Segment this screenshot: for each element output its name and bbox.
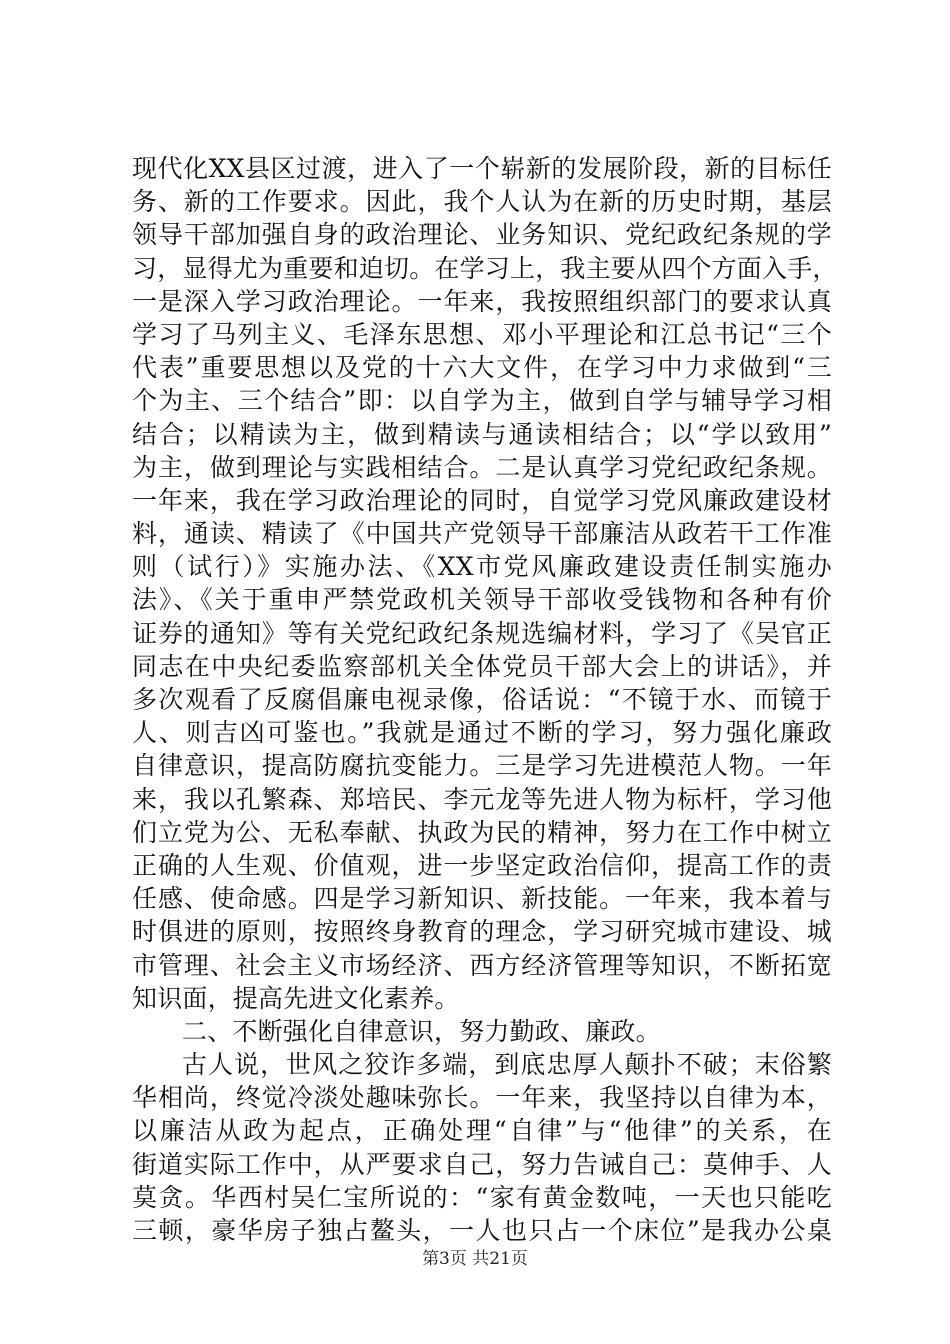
document-body bbox=[132, 152, 838, 1247]
text-line: 街道实际工作中，从严要求自己，努力告诫自己：莫伸手、人 bbox=[132, 1149, 832, 1179]
page-number: 第3页 共21页 bbox=[422, 1249, 528, 1269]
text-line: 市管理、社会主义市场经济、西方经济管理等知识，不断拓宽 bbox=[132, 950, 832, 980]
text-line: 一年来，我在学习政治理论的同时，自觉学习党风廉政建设材 bbox=[132, 485, 832, 515]
page-footer bbox=[0, 1244, 950, 1269]
text-line: 现代化XX县区过渡，进入了一个崭新的发展阶段，新的目标任 bbox=[132, 154, 832, 183]
text-line: 一是深入学习政治理论。一年来，我按照组织部门的要求认真 bbox=[132, 286, 832, 316]
text-line: 正确的人生观、价值观，进一步坚定政治信仰，提高工作的责 bbox=[132, 850, 832, 880]
text-line: 料，通读、精读了《中国共产党领导干部廉洁从政若干工作准 bbox=[132, 519, 832, 549]
text-line: 法》、《关于重申严禁党政机关领导干部收受钱物和各种有价 bbox=[132, 585, 832, 615]
text-line: 莫贪。华西村吴仁宝所说的：“家有黄金数吨，一天也只能吃 bbox=[132, 1182, 832, 1212]
text-line: 知识面，提高先进文化素养。 bbox=[132, 983, 460, 1013]
text-line: 证券的通知》等有关党纪政纪条规选编材料，学习了《吴官正 bbox=[132, 618, 832, 648]
text-line: 则（试行）》实施办法、《XX市党风廉政建设责任制实施办 bbox=[132, 552, 832, 582]
text-line: 二、不断强化自律意识，努力勤政、廉政。 bbox=[182, 1016, 661, 1046]
text-line: 任感、使命感。四是学习新知识、新技能。一年来，我本着与 bbox=[132, 884, 832, 914]
text-line: 多次观看了反腐倡廉电视录像，俗话说：“不镜于水、而镜于 bbox=[132, 685, 832, 714]
text-line: 个为主、三个结合”即：以自学为主，做到自学与辅导学习相 bbox=[132, 386, 832, 416]
text-line: 们立党为公、无私奉献、执政为民的精神，努力在工作中树立 bbox=[132, 817, 832, 847]
text-line: 三顿，豪华房子独占鳌头，一人也只占一个床位”是我办公桌 bbox=[132, 1216, 832, 1245]
text-line: 以廉洁从政为起点，正确处理“自律”与“他律”的关系，在 bbox=[132, 1116, 832, 1146]
text-line: 结合；以精读为主，做到精读与通读相结合；以“学以致用” bbox=[132, 419, 832, 449]
text-line: 自律意识，提高防腐抗变能力。三是学习先进模范人物。一年 bbox=[132, 751, 832, 781]
text-line: 人、则吉凶可鉴也。”我就是通过不断的学习，努力强化廉政 bbox=[132, 718, 832, 748]
text-line: 为主，做到理论与实践相结合。二是认真学习党纪政纪条规。 bbox=[132, 452, 832, 482]
text-line: 古人说，世风之狡诈多端，到底忠厚人颠扑不破；末俗繁 bbox=[182, 1050, 832, 1080]
text-line: 同志在中央纪委监察部机关全体党员干部大会上的讲话》，并 bbox=[132, 651, 832, 681]
text-line: 习，显得尤为重要和迫切。在学习上，我主要从四个方面入手， bbox=[132, 253, 838, 283]
text-line: 华相尚，终觉冷淡处趣味弥长。一年来，我坚持以自律为本， bbox=[132, 1083, 832, 1113]
text-line: 领导干部加强自身的政治理论、业务知识、党纪政纪条规的学 bbox=[132, 220, 832, 250]
text-line: 代表”重要思想以及党的十六大文件，在学习中力求做到“三 bbox=[132, 353, 832, 383]
text-line: 学习了马列主义、毛泽东思想、邓小平理论和江总书记“三个 bbox=[132, 319, 832, 349]
text-line: 务、新的工作要求。因此，我个人认为在新的历史时期，基层 bbox=[132, 187, 832, 217]
text-line: 时俱进的原则，按照终身教育的理念，学习研究城市建设、城 bbox=[132, 917, 832, 947]
text-line: 来，我以孔繁森、郑培民、李元龙等先进人物为标杆，学习他 bbox=[132, 784, 832, 814]
